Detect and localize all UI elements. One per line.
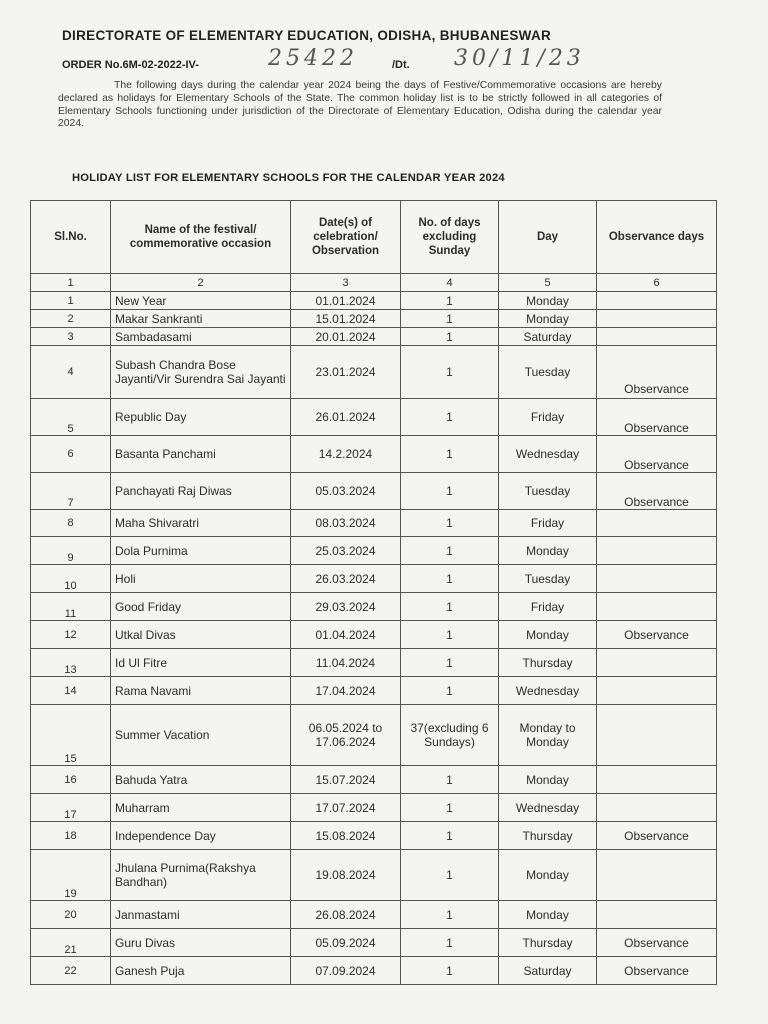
sl-no-cell: 4 xyxy=(31,346,111,399)
observance-cell xyxy=(597,766,717,794)
weekday-cell: Monday to Monday xyxy=(499,705,597,766)
festival-name-cell: Jhulana Purnima(Rakshya Bandhan) xyxy=(111,850,291,901)
column-number: 1 xyxy=(31,274,111,292)
date-cell: 17.04.2024 xyxy=(291,677,401,705)
festival-name-cell: Janmastami xyxy=(111,901,291,929)
observance-cell xyxy=(597,850,717,901)
column-number: 3 xyxy=(291,274,401,292)
sl-no-cell: 18 xyxy=(31,822,111,850)
header-sl-no: Sl.No. xyxy=(31,201,111,274)
date-cell: 06.05.2024 to 17.06.2024 xyxy=(291,705,401,766)
weekday-cell: Friday xyxy=(499,593,597,621)
weekday-cell: Thursday xyxy=(499,929,597,957)
observance-cell: Observance xyxy=(597,473,717,510)
table-row xyxy=(31,794,717,822)
table-row xyxy=(31,328,717,346)
order-number-handwritten: 25422 xyxy=(268,46,358,71)
document-heading: DIRECTORATE OF ELEMENTARY EDUCATION, ODISHA, BHUBANESWAR xyxy=(62,28,552,43)
festival-name-cell: Holi xyxy=(111,565,291,593)
sl-no-cell: 1 xyxy=(31,292,111,310)
date-cell: 15.07.2024 xyxy=(291,766,401,794)
days-count-cell: 1 xyxy=(401,794,499,822)
header-festival-name: Name of the festival/ commemorative occasion xyxy=(111,201,291,274)
table-row xyxy=(31,346,717,399)
table-header-row xyxy=(31,201,717,274)
festival-name-cell: Panchayati Raj Diwas xyxy=(111,473,291,510)
date-cell: 26.08.2024 xyxy=(291,901,401,929)
festival-name-cell: New Year xyxy=(111,292,291,310)
days-count-cell: 1 xyxy=(401,822,499,850)
table-row xyxy=(31,310,717,328)
table-row xyxy=(31,565,717,593)
festival-name-cell: Summer Vacation xyxy=(111,705,291,766)
days-count-cell: 1 xyxy=(401,510,499,537)
days-count-cell: 1 xyxy=(401,766,499,794)
date-cell: 19.08.2024 xyxy=(291,850,401,901)
date-cell: 15.08.2024 xyxy=(291,822,401,850)
days-count-cell: 1 xyxy=(401,957,499,985)
days-count-cell: 1 xyxy=(401,310,499,328)
header-day: Day xyxy=(499,201,597,274)
intro-paragraph: The following days during the calendar year 2024 being the days of Festive/Commemorative occasions are hereby declared as holidays for Elementary Schools of the State. The common holiday list is to be strictly followed in all categories of Elementary Schools functioning under jurisdiction of the Directorate of Elementary Education, Odisha during the calendar year 2024. xyxy=(58,80,662,130)
header-no-of-days: No. of days excluding Sunday xyxy=(401,201,499,274)
sl-no-cell: 6 xyxy=(31,436,111,473)
weekday-cell: Tuesday xyxy=(499,473,597,510)
sl-no-cell: 19 xyxy=(31,850,111,901)
sl-no-cell: 5 xyxy=(31,399,111,436)
days-count-cell: 1 xyxy=(401,677,499,705)
order-date-label: /Dt. xyxy=(392,59,410,71)
days-count-cell: 1 xyxy=(401,537,499,565)
sl-no-cell: 3 xyxy=(31,328,111,346)
observance-cell: Observance xyxy=(597,621,717,649)
order-number-label: ORDER No.6M-02-2022-IV- xyxy=(62,59,199,71)
observance-cell xyxy=(597,328,717,346)
festival-name-cell: Republic Day xyxy=(111,399,291,436)
table-row xyxy=(31,705,717,766)
sl-no-cell: 14 xyxy=(31,677,111,705)
sl-no-cell: 2 xyxy=(31,310,111,328)
observance-cell xyxy=(597,677,717,705)
weekday-cell: Monday xyxy=(499,310,597,328)
sl-no-cell: 16 xyxy=(31,766,111,794)
date-cell: 01.01.2024 xyxy=(291,292,401,310)
date-cell: 20.01.2024 xyxy=(291,328,401,346)
weekday-cell: Thursday xyxy=(499,822,597,850)
table-row xyxy=(31,649,717,677)
observance-cell xyxy=(597,292,717,310)
days-count-cell: 1 xyxy=(401,929,499,957)
days-count-cell: 1 xyxy=(401,621,499,649)
days-count-cell: 1 xyxy=(401,399,499,436)
festival-name-cell: Rama Navami xyxy=(111,677,291,705)
weekday-cell: Monday xyxy=(499,850,597,901)
sl-no-cell: 17 xyxy=(31,794,111,822)
days-count-cell: 1 xyxy=(401,292,499,310)
header-date: Date(s) of celebration/ Observation xyxy=(291,201,401,274)
weekday-cell: Thursday xyxy=(499,649,597,677)
festival-name-cell: Sambadasami xyxy=(111,328,291,346)
table-row xyxy=(31,766,717,794)
order-line xyxy=(62,46,662,82)
festival-name-cell: Basanta Panchami xyxy=(111,436,291,473)
days-count-cell: 1 xyxy=(401,649,499,677)
column-number: 2 xyxy=(111,274,291,292)
order-date-handwritten: 30/11/23 xyxy=(454,46,585,71)
observance-cell xyxy=(597,537,717,565)
table-row xyxy=(31,957,717,985)
observance-cell xyxy=(597,794,717,822)
sl-no-cell: 8 xyxy=(31,510,111,537)
holiday-list-title: HOLIDAY LIST FOR ELEMENTARY SCHOOLS FOR THE CALENDAR YEAR 2024 xyxy=(72,172,505,184)
table-row xyxy=(31,292,717,310)
days-count-cell: 1 xyxy=(401,473,499,510)
sl-no-cell: 20 xyxy=(31,901,111,929)
header-observance: Observance days xyxy=(597,201,717,274)
observance-cell: Observance xyxy=(597,957,717,985)
weekday-cell: Tuesday xyxy=(499,565,597,593)
weekday-cell: Wednesday xyxy=(499,794,597,822)
date-cell: 05.09.2024 xyxy=(291,929,401,957)
table-row xyxy=(31,537,717,565)
days-count-cell: 1 xyxy=(401,901,499,929)
date-cell: 25.03.2024 xyxy=(291,537,401,565)
weekday-cell: Monday xyxy=(499,537,597,565)
festival-name-cell: Maha Shivaratri xyxy=(111,510,291,537)
column-number: 5 xyxy=(499,274,597,292)
festival-name-cell: Muharram xyxy=(111,794,291,822)
festival-name-cell: Good Friday xyxy=(111,593,291,621)
days-count-cell: 1 xyxy=(401,565,499,593)
table-row xyxy=(31,677,717,705)
weekday-cell: Monday xyxy=(499,621,597,649)
date-cell: 17.07.2024 xyxy=(291,794,401,822)
weekday-cell: Saturday xyxy=(499,957,597,985)
sl-no-cell: 21 xyxy=(31,929,111,957)
days-count-cell: 37(excluding 6 Sundays) xyxy=(401,705,499,766)
sl-no-cell: 9 xyxy=(31,537,111,565)
date-cell: 26.01.2024 xyxy=(291,399,401,436)
column-number: 6 xyxy=(597,274,717,292)
observance-cell xyxy=(597,593,717,621)
observance-cell: Observance xyxy=(597,929,717,957)
observance-cell xyxy=(597,705,717,766)
date-cell: 07.09.2024 xyxy=(291,957,401,985)
column-number: 4 xyxy=(401,274,499,292)
table-row xyxy=(31,399,717,436)
sl-no-cell: 13 xyxy=(31,649,111,677)
date-cell: 29.03.2024 xyxy=(291,593,401,621)
observance-cell xyxy=(597,901,717,929)
date-cell: 05.03.2024 xyxy=(291,473,401,510)
days-count-cell: 1 xyxy=(401,328,499,346)
festival-name-cell: Independence Day xyxy=(111,822,291,850)
table-row xyxy=(31,850,717,901)
observance-cell: Observance xyxy=(597,436,717,473)
table-row xyxy=(31,593,717,621)
table-row xyxy=(31,929,717,957)
days-count-cell: 1 xyxy=(401,850,499,901)
table-row xyxy=(31,901,717,929)
date-cell: 23.01.2024 xyxy=(291,346,401,399)
table-row xyxy=(31,621,717,649)
weekday-cell: Saturday xyxy=(499,328,597,346)
weekday-cell: Wednesday xyxy=(499,436,597,473)
festival-name-cell: Bahuda Yatra xyxy=(111,766,291,794)
observance-cell: Observance xyxy=(597,399,717,436)
weekday-cell: Tuesday xyxy=(499,346,597,399)
days-count-cell: 1 xyxy=(401,436,499,473)
sl-no-cell: 15 xyxy=(31,705,111,766)
observance-cell xyxy=(597,565,717,593)
weekday-cell: Monday xyxy=(499,766,597,794)
column-number-row xyxy=(31,274,717,292)
table-row xyxy=(31,510,717,537)
observance-cell xyxy=(597,649,717,677)
festival-name-cell: Ganesh Puja xyxy=(111,957,291,985)
days-count-cell: 1 xyxy=(401,346,499,399)
observance-cell xyxy=(597,510,717,537)
festival-name-cell: Guru Divas xyxy=(111,929,291,957)
sl-no-cell: 10 xyxy=(31,565,111,593)
weekday-cell: Monday xyxy=(499,292,597,310)
table-row xyxy=(31,822,717,850)
holiday-table xyxy=(30,200,717,985)
date-cell: 08.03.2024 xyxy=(291,510,401,537)
date-cell: 26.03.2024 xyxy=(291,565,401,593)
date-cell: 11.04.2024 xyxy=(291,649,401,677)
festival-name-cell: Dola Purnima xyxy=(111,537,291,565)
festival-name-cell: Makar Sankranti xyxy=(111,310,291,328)
table-row xyxy=(31,473,717,510)
date-cell: 01.04.2024 xyxy=(291,621,401,649)
days-count-cell: 1 xyxy=(401,593,499,621)
table-row xyxy=(31,436,717,473)
sl-no-cell: 12 xyxy=(31,621,111,649)
date-cell: 15.01.2024 xyxy=(291,310,401,328)
observance-cell xyxy=(597,310,717,328)
weekday-cell: Monday xyxy=(499,901,597,929)
sl-no-cell: 11 xyxy=(31,593,111,621)
festival-name-cell: Id Ul Fitre xyxy=(111,649,291,677)
festival-name-cell: Utkal Divas xyxy=(111,621,291,649)
weekday-cell: Friday xyxy=(499,510,597,537)
observance-cell: Observance xyxy=(597,346,717,399)
sl-no-cell: 7 xyxy=(31,473,111,510)
weekday-cell: Wednesday xyxy=(499,677,597,705)
weekday-cell: Friday xyxy=(499,399,597,436)
observance-cell: Observance xyxy=(597,822,717,850)
date-cell: 14.2.2024 xyxy=(291,436,401,473)
festival-name-cell: Subash Chandra Bose Jayanti/Vir Surendra Sai Jayanti xyxy=(111,346,291,399)
sl-no-cell: 22 xyxy=(31,957,111,985)
